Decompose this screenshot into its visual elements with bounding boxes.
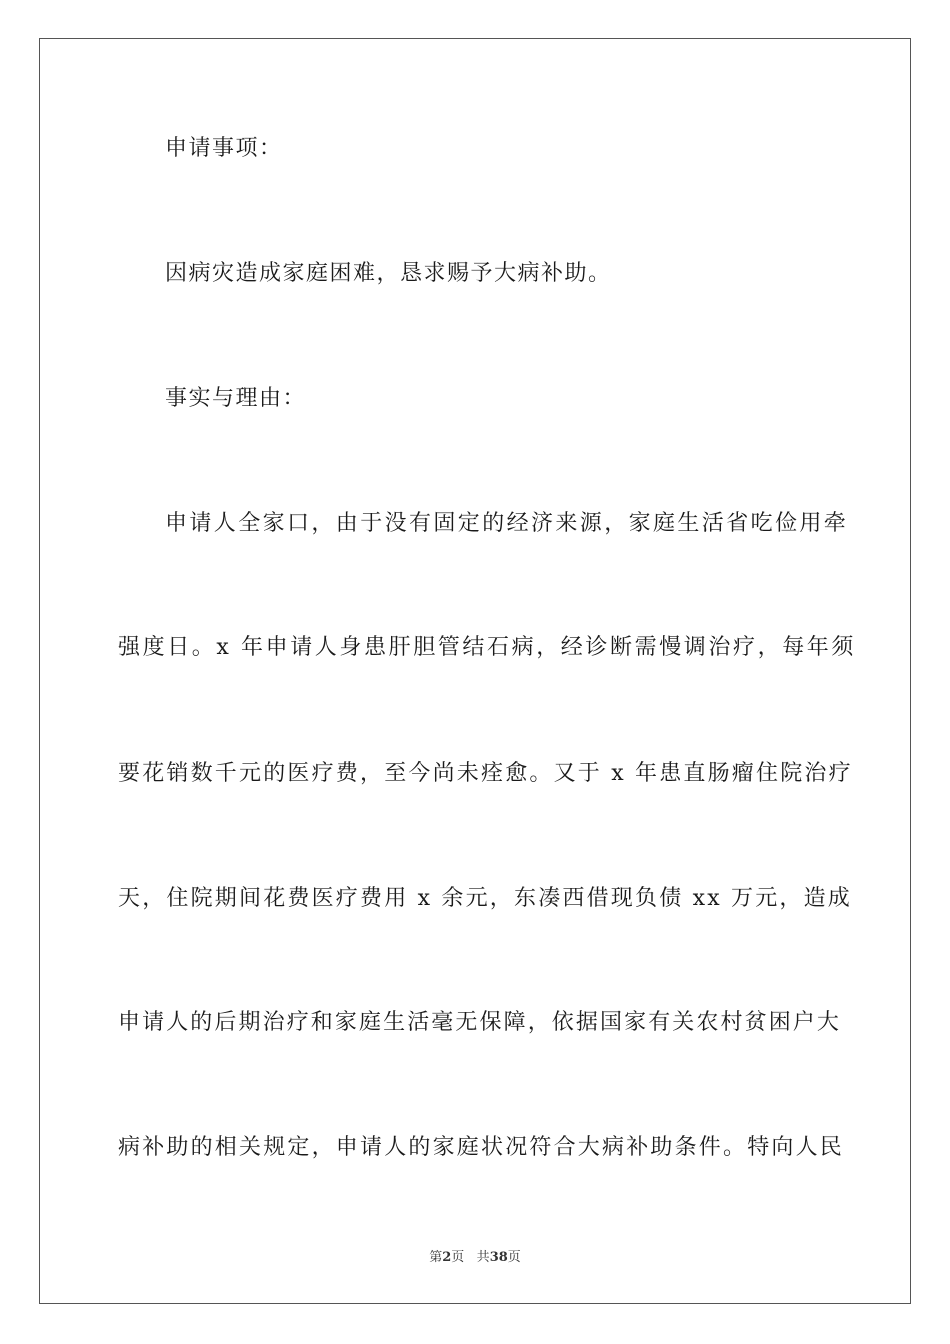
page-border	[39, 38, 911, 1304]
total-suffix: 页	[507, 1250, 521, 1265]
total-prefix: 共	[476, 1250, 490, 1265]
page-prefix: 第	[429, 1250, 443, 1265]
body-line-2: 强度日。x 年申请人身患肝胆管结石病，经诊断需慢调治疗，每年须	[118, 635, 857, 660]
page-number: 2	[442, 1250, 452, 1265]
section-heading-request: 申请事项：	[165, 136, 283, 161]
body-line-3: 要花销数千元的医疗费，至今尚未痊愈。又于 x 年患直肠瘤住院治疗	[118, 761, 853, 786]
body-line-1: 申请人全家口，由于没有固定的经济来源，家庭生活省吃俭用牵	[165, 511, 849, 536]
body-line-4: 天，住院期间花费医疗费用 x 余元，东凑西借现负债 xx 万元，造成	[118, 886, 852, 911]
section-heading-facts: 事实与理由：	[165, 386, 307, 411]
body-line-5: 申请人的后期治疗和家庭生活毫无保障，依据国家有关农村贫困户大	[118, 1010, 842, 1035]
request-content: 因病灾造成家庭困难，恳求赐予大病补助。	[165, 261, 612, 286]
page-suffix: 页	[451, 1250, 465, 1265]
total-pages: 38	[489, 1250, 508, 1265]
page-footer	[0, 1249, 950, 1267]
body-line-6: 病补助的相关规定，申请人的家庭状况符合大病补助条件。特向人民	[118, 1135, 845, 1160]
